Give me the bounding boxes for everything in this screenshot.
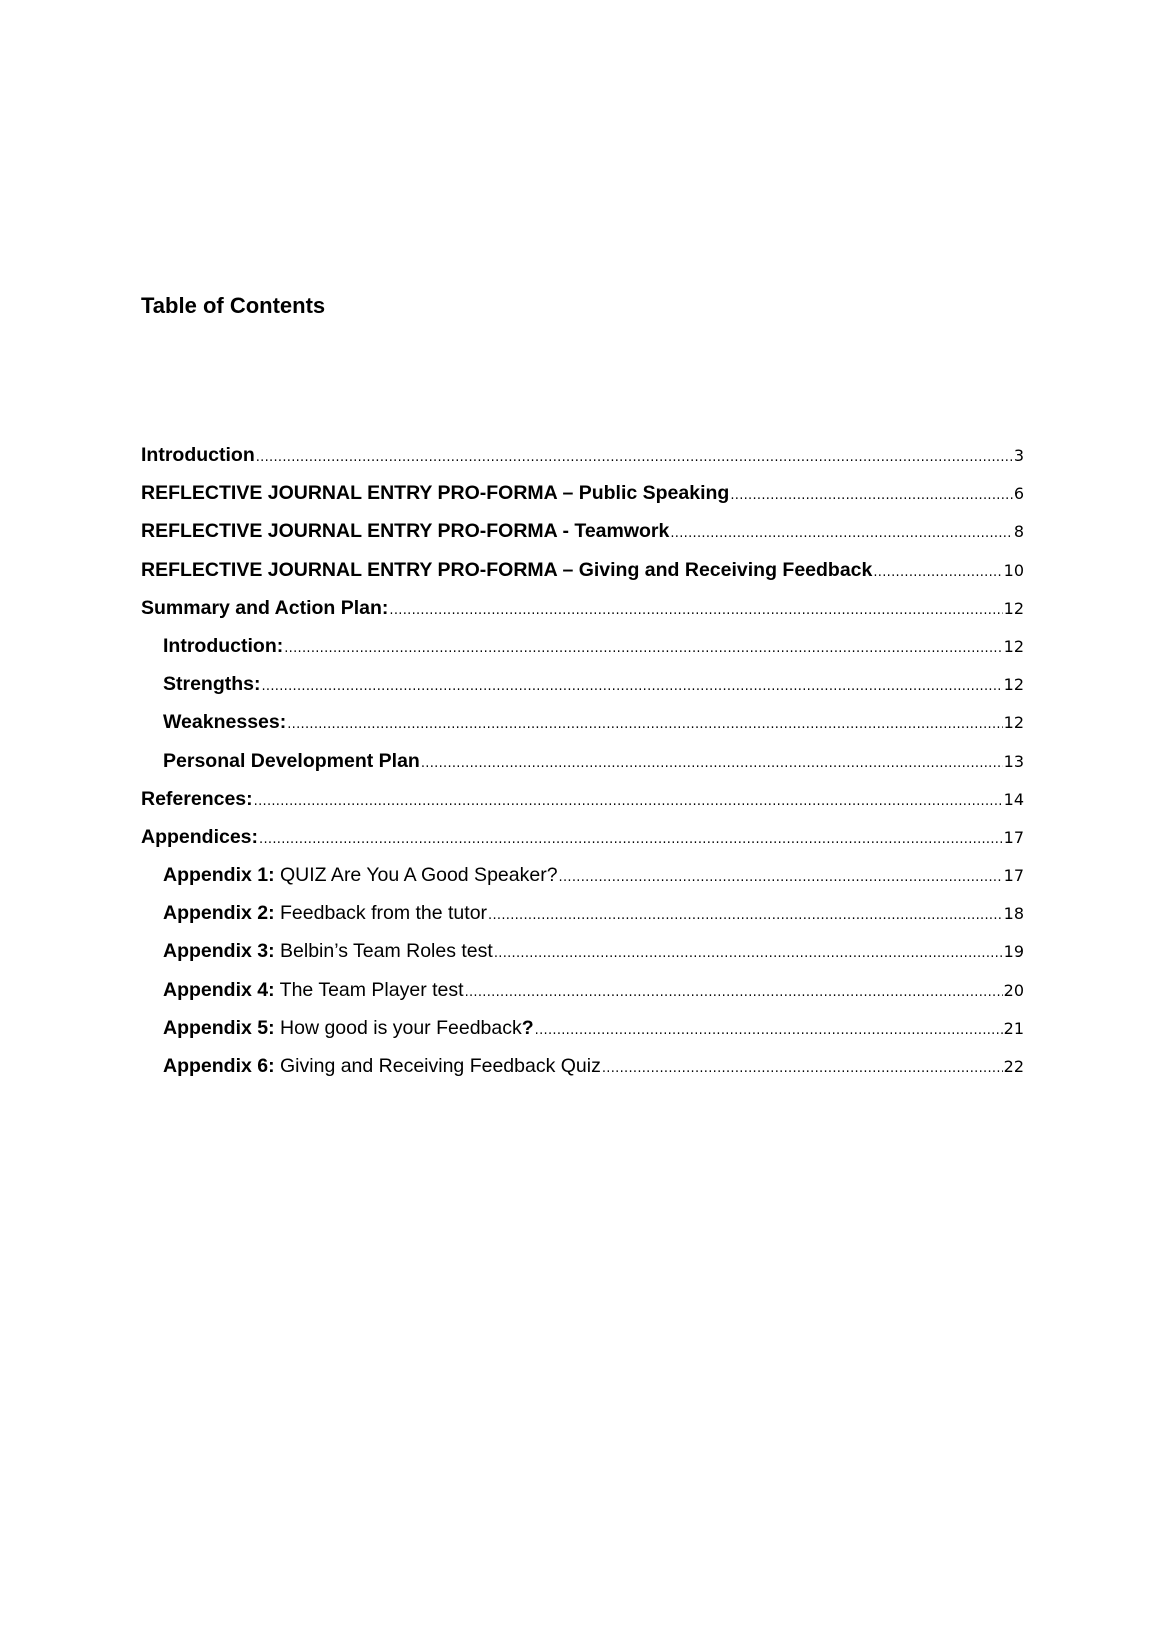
toc-entry-personal-development-plan[interactable] [141,750,1024,788]
toc-entry-appendix-1[interactable] [141,864,1024,902]
toc-entry-label: Appendix 2: Feedback from the tutor [163,902,488,925]
toc-entry-label: Appendix 4: The Team Player test [163,978,464,1001]
dot-leader [254,794,1003,809]
dot-leader [873,565,1002,580]
dot-leader [559,870,1003,885]
toc-entry-appendix-5[interactable] [141,1017,1024,1055]
toc-entry-appendix-2[interactable] [141,902,1024,940]
toc-entry-feedback[interactable] [141,559,1024,597]
table-of-contents [141,444,1024,1093]
toc-entry-label: Appendix 6: Giving and Receiving Feedback Quiz [163,1055,601,1077]
toc-entry-label: Appendix 3: Belbin’s Team Roles test [163,940,493,963]
toc-entry-strengths[interactable] [141,673,1024,711]
dot-leader [602,1061,1003,1076]
toc-entry-public-speaking[interactable] [141,482,1024,520]
toc-entry-label: Introduction [141,444,255,466]
toc-entry-page: 10 [1003,560,1024,580]
dot-leader [535,1023,1003,1038]
dot-leader [488,908,1003,923]
toc-entry-label: Appendix 5: How good is your Feedback? [163,1016,534,1039]
toc-entry-page: 18 [1003,904,1024,924]
toc-title: Table of Contents [141,293,326,318]
toc-entry-label: Summary and Action Plan: [141,596,389,619]
toc-entry-label: Introduction: [163,634,284,657]
toc-entry-label: Personal Development Plan [163,749,420,772]
toc-entry-summary-action-plan[interactable] [141,597,1024,635]
dot-leader [262,679,1003,694]
toc-entry-page: 17 [1003,866,1024,886]
dot-leader [670,526,1012,541]
dot-leader [730,488,1012,503]
toc-entry-page: 12 [1003,598,1024,618]
toc-entry-label: References: [141,787,253,810]
toc-entry-page: 14 [1003,789,1024,809]
dot-leader [287,717,1002,732]
toc-entry-weaknesses[interactable] [141,711,1024,749]
toc-entry-page: 3 [1013,446,1024,465]
toc-entry-label: REFLECTIVE JOURNAL ENTRY PRO-FORMA – Public Speaking [141,482,730,505]
toc-entry-appendix-3[interactable] [141,940,1024,978]
toc-entry-page: 12 [1003,636,1024,656]
toc-entry-page: 12 [1003,675,1024,695]
toc-entry-label: Weaknesses: [163,711,287,734]
toc-entry-page: 13 [1003,751,1024,771]
toc-entry-label: Strengths: [163,673,261,696]
toc-entry-page: 12 [1003,713,1024,733]
toc-entry-page: 20 [1003,980,1024,1000]
toc-entry-page: 17 [1003,827,1024,847]
dot-leader [465,985,1003,1000]
toc-entry-introduction[interactable] [141,444,1024,482]
dot-leader [284,641,1002,656]
toc-entry-appendix-6[interactable] [141,1055,1024,1093]
toc-entry-page: 19 [1003,942,1024,962]
toc-entry-appendices[interactable] [141,826,1024,864]
toc-entry-appendix-4[interactable] [141,979,1024,1017]
toc-entry-label: Appendices: [141,825,259,848]
toc-entry-summary-introduction[interactable] [141,635,1024,673]
toc-entry-teamwork[interactable] [141,520,1024,558]
toc-entry-page: 6 [1013,484,1024,504]
dot-leader [389,603,1002,618]
dot-leader [259,832,1003,847]
dot-leader [256,450,1013,465]
toc-entry-page: 21 [1003,1018,1024,1038]
toc-entry-label: REFLECTIVE JOURNAL ENTRY PRO-FORMA - Teamwork [141,520,670,543]
toc-entry-page: 8 [1013,522,1024,542]
dot-leader [421,756,1003,771]
toc-entry-references[interactable] [141,788,1024,826]
toc-entry-label: Appendix 1: QUIZ Are You A Good Speaker? [163,864,558,887]
toc-entry-label: REFLECTIVE JOURNAL ENTRY PRO-FORMA – Giving and Receiving Feedback [141,558,873,581]
dot-leader [494,946,1003,961]
toc-entry-page: 22 [1003,1057,1024,1076]
